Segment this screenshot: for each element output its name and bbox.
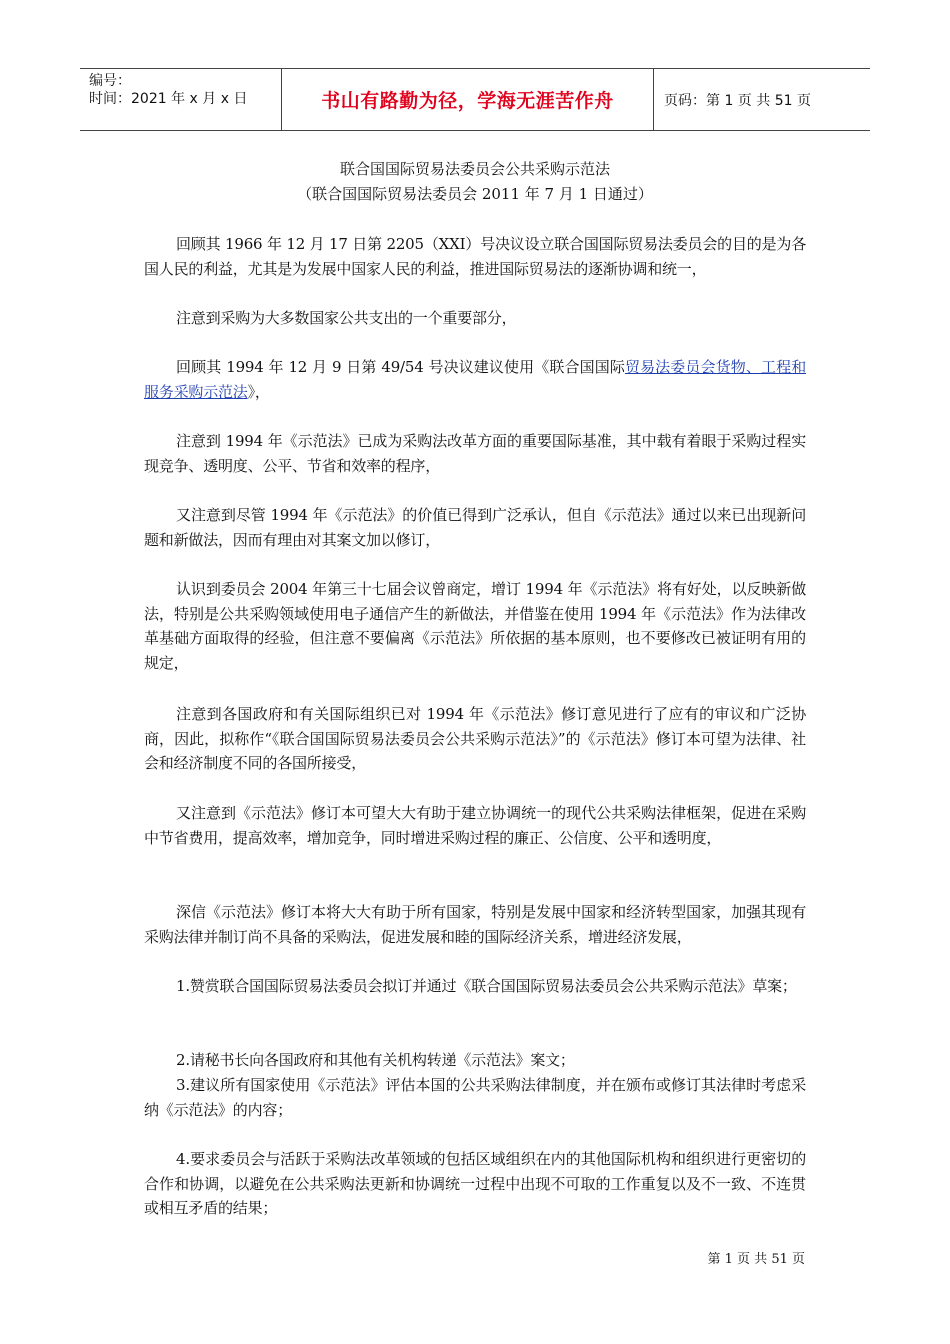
paragraph: 2.请秘书长向各国政府和其他有关机构转递《示范法》案文； [176,1051,575,1069]
paragraph-text: 回顾其 1994 年 12 月 9 日第 49/54 号决议建议使用《联合国国际 [176,358,625,376]
paragraph: 注意到各国政府和有关国际组织已对 1994 年《示范法》修订意见进行了应有的审议和广泛协商，因此，拟称作“《联合国国际贸易法委员会公共采购示范法》”的《示范法》修订本可望为法律、社会和经济制度不同的各国所接受， [144,705,806,772]
paragraph-text: 》， [247,382,270,401]
paragraph: 深信《示范法》修订本将大大有助于所有国家，特别是发展中国家和经济转型国家，加强其现有采购法律并制订尚不具备的采购法，促进发展和睦的国际经济关系，增进经济发展， [144,903,806,946]
document-title: 联合国国际贸易法委员会公共采购示范法 [339,160,610,178]
paragraph: 4.要求委员会与活跃于采购法改革领域的包括区域组织在内的其他国际机构和组织进行更密切的合作和协调，以避免在公共采购法更新和协调统一过程中出现不可取的工作重复以及不一致、不连贯或相互矛盾的结果； [144,1150,806,1217]
page-header [80,68,870,131]
page-footer: 第 1 页 共 51 页 [707,1252,805,1267]
header-page-label: 页码：第 1 页 共 51 页 [664,92,811,109]
paragraph: 注意到采购为大多数国家公共支出的一个重要部分， [176,309,517,327]
header-motto: 书山有路勤为径，学海无涯苦作舟 [282,69,654,130]
paragraph: 又注意到尽管 1994 年《示范法》的价值已得到广泛承认，但自《示范法》通过以来已出现新问题和新做法，因而有理由对其案文加以修订， [144,506,806,549]
number-label: 编号： [89,73,131,89]
header-meta [80,69,282,130]
paragraph: 回顾其 1966 年 12 月 17 日第 2205（XXI）号决议设立联合国国际贸易法委员会的目的是为各国人民的利益，尤其是为发展中国家人民的利益，推进国际贸易法的逐渐协调和统一， [144,235,806,278]
paragraph: 1.赞赏联合国国际贸易法委员会拟订并通过《联合国国际贸易法委员会公共采购示范法》草案； [176,977,797,995]
paragraph-with-link [144,355,806,404]
paragraph: 3.建议所有国家使用《示范法》评估本国的公共采购法律制度，并在颁布或修订其法律时考虑采纳《示范法》的内容； [144,1076,806,1119]
paragraph: 认识到委员会 2004 年第三十七届会议曾商定，增订 1994 年《示范法》将有好处，以反映新做法，特别是公共采购领域使用电子通信产生的新做法，并借鉴在使用 1994 年《示范法》作为法律改革基础方面取得的经验，但注意不要偏离《示范法》所依据的基本原则，也不要修改已被证明有用的规定， [144,580,806,672]
time-label: 时间：2021 年 x 月 x 日 [89,91,248,107]
model-law-link[interactable]: 贸易法委员会货物、工程和服务采购示范法 [144,358,806,401]
document-subtitle: （联合国国际贸易法委员会 2011 年 7 月 1 日通过） [297,185,653,203]
paragraph: 注意到 1994 年《示范法》已成为采购法改革方面的重要国际基准，其中载有着眼于采购过程实现竞争、透明度、公平、节省和效率的程序， [144,432,806,475]
paragraph: 又注意到《示范法》修订本可望大大有助于建立协调统一的现代公共采购法律框架，促进在采购中节省费用，提高效率，增加竞争，同时增进采购过程的廉正、公信度、公平和透明度， [144,804,806,847]
